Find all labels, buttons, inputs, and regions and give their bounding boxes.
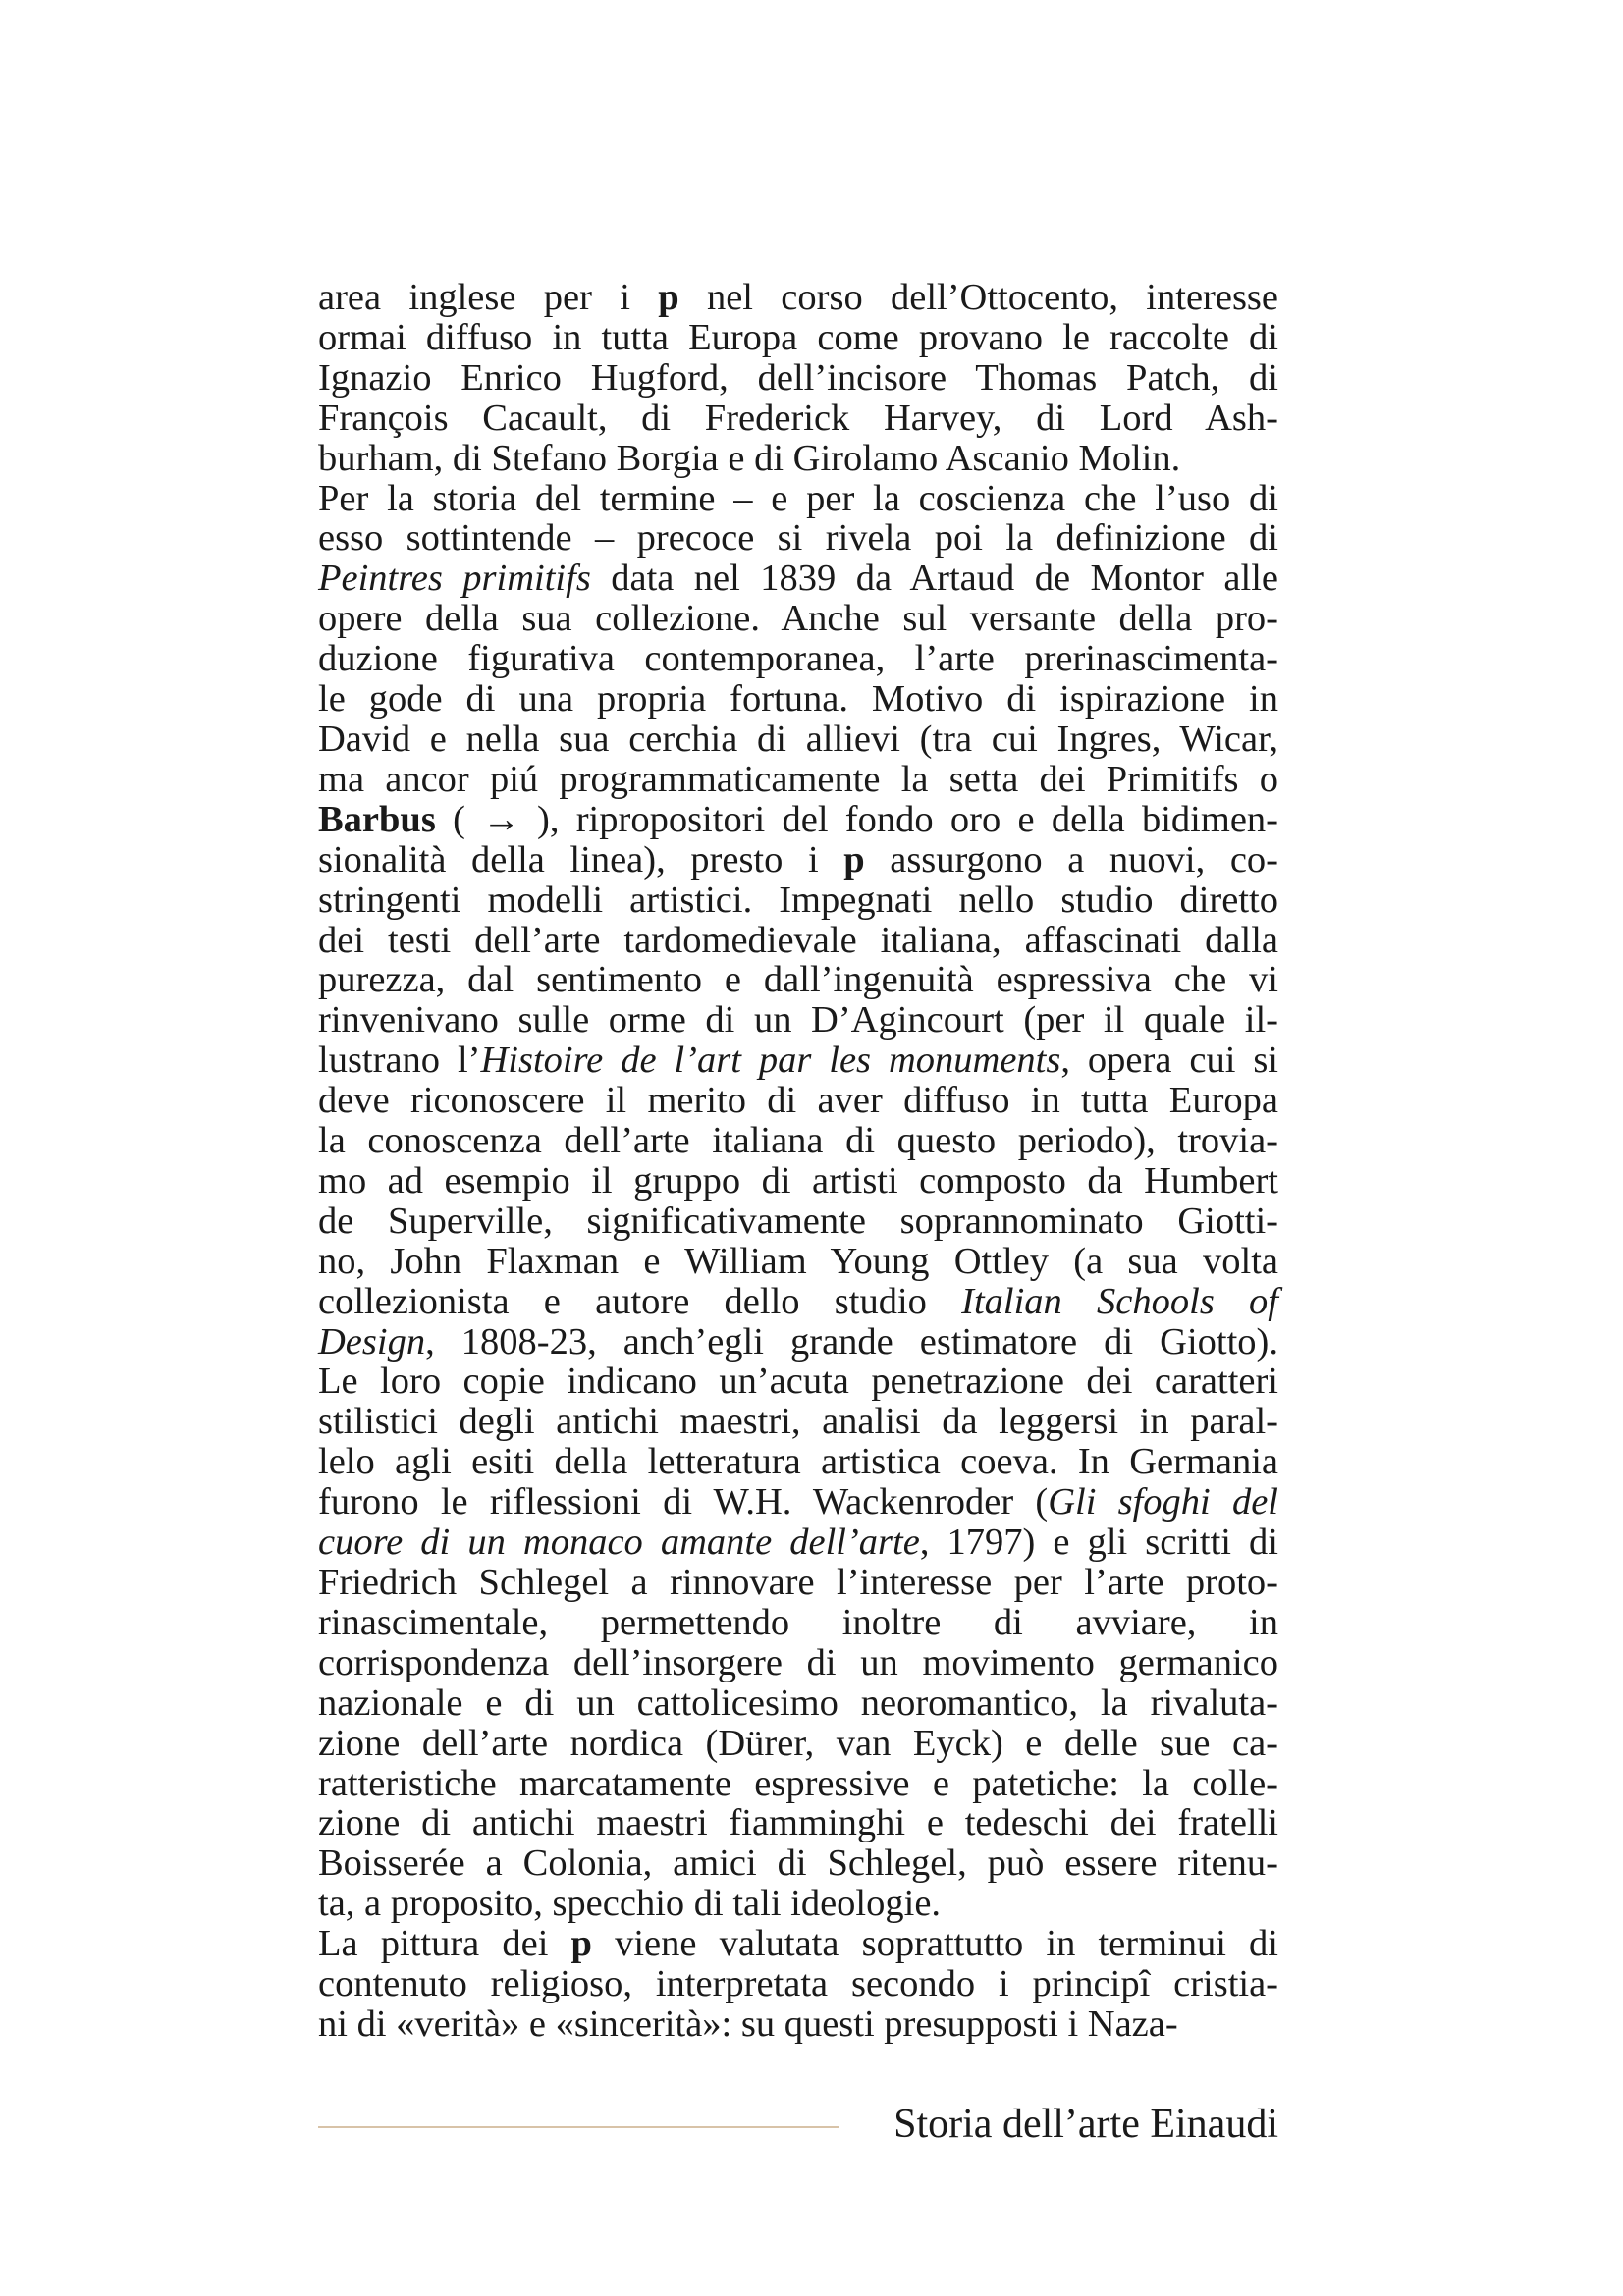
text-line [318,278,1278,318]
text-line [318,1522,1278,1563]
italic-title: Peintres primitifs [318,558,591,600]
italic-title: Design [318,1320,426,1362]
text-run: Ignazio Enrico Hugford, dell’incisore Thomas Patch, di [318,356,1278,399]
text-line [318,1563,1278,1603]
text-run: data nel 1839 da Artaud de Montor alle [590,558,1278,600]
text-run: ta, a proposito, specchio di tali ideologie. [318,1883,942,1925]
bold-term: p [843,838,865,881]
bold-term: p [658,277,679,318]
bold-term: p [570,1923,592,1965]
text-run: Boisserée a Colonia, amici di Schlegel, può essere ritenu- [318,1842,1278,1885]
text-run: corrispondenza dell’insorgere di un movimento germanico [318,1641,1278,1683]
text-line [318,479,1278,519]
text-line [318,1322,1278,1362]
text-line [318,1242,1278,1282]
text-run: contenuto religioso, interpretata secondo i principî cristia- [318,1963,1278,2005]
italic-title: Italian Schools of [961,1280,1278,1322]
text-run: David e nella sua cerchia di allievi (tra cui Ingres, Wicar, [318,718,1278,760]
text-line [318,1643,1278,1683]
italic-title: Histoire de l’art par les monuments [480,1040,1061,1082]
text-run: collezionista e autore dello studio [318,1280,962,1322]
text-line [318,760,1278,800]
text-run: deve riconoscere il merito di aver diffuso in tutta Europa [318,1080,1278,1122]
text-line [318,1683,1278,1724]
text-run: , 1797) e gli scritti di [919,1522,1278,1564]
text-run: le gode di una propria fortuna. Motivo di ispirazione in [318,678,1278,721]
text-run: lustrano l’ [318,1040,481,1082]
text-line [318,1201,1278,1242]
text-line [318,921,1278,961]
text-run: esso sottintende – precoce si rivela poi la definizione di [318,517,1278,560]
text-line [318,1282,1278,1322]
text-line [318,518,1278,559]
text-line [318,881,1278,921]
text-line [318,318,1278,358]
text-line [318,1000,1278,1041]
text-run: dei testi dell’arte tardomedievale italiana, affascinati dalla [318,919,1278,961]
text-line [318,840,1278,881]
text-run: de Superville, significativamente soprannominato Giotti- [318,1200,1278,1242]
text-line [318,1603,1278,1643]
text-line [318,720,1278,760]
text-run: stringenti modelli artistici. Impegnati nello studio diretto [318,879,1278,921]
text-line [318,1081,1278,1121]
text-run: area inglese per i [318,277,659,318]
text-run: ratteristiche marcatamente espressive e patetiche: la colle- [318,1762,1278,1804]
text-run: Per la storia del termine – e per la coscienza che l’uso di [318,477,1278,519]
text-line [318,599,1278,639]
text-run: ma ancor piú programmaticamente la setta dei Primitifs o [318,758,1278,800]
text-line [318,1402,1278,1442]
bold-term: Barbus [318,798,436,840]
text-run: stilistici degli antichi maestri, analisi da leggersi in paral- [318,1401,1278,1443]
text-run: , opera cui si [1060,1040,1278,1082]
italic-title: cuore di un monaco amante dell’arte [318,1522,920,1564]
text-run: rinascimentale, permettendo inoltre di avviare, in [318,1601,1278,1643]
text-run: zione dell’arte nordica (Dürer, van Eyck) e delle sue ca- [318,1722,1278,1764]
text-run: no, John Flaxman e William Young Ottley (a sua volta [318,1240,1278,1282]
text-run: mo ad esempio il gruppo di artisti composto da Humbert [318,1159,1278,1201]
text-run: lelo agli esiti della letteratura artistica coeva. In Germania [318,1441,1278,1483]
text-line [318,1964,1278,2004]
text-run: viene valutata soprattutto in terminui di [591,1923,1279,1965]
text-run: zione di antichi maestri fiamminghi e tedeschi dei fratelli [318,1802,1278,1844]
text-run: Le loro copie indicano un’acuta penetrazione dei caratteri [318,1361,1278,1403]
text-line [318,2004,1278,2045]
text-run: François Cacault, di Frederick Harvey, di Lord Ash- [318,397,1278,439]
text-run: nel corso dell’Ottocento, interesse [678,277,1278,318]
text-line [318,559,1278,599]
text-run: assurgono a nuovi, co- [864,838,1278,881]
text-run: opere della sua collezione. Anche sul versante della pro- [318,598,1278,640]
footer-rule [318,2126,839,2128]
text-run: burham, di Stefano Borgia e di Girolamo Ascanio Molin. [318,437,1181,479]
text-line [318,1843,1278,1884]
text-line [318,1764,1278,1804]
text-line [318,1884,1278,1924]
text-line [318,800,1278,840]
text-run: ormai diffuso in tutta Europa come provano le raccolte di [318,316,1278,358]
text-run: duzione figurativa contemporanea, l’arte prerinascimenta- [318,638,1278,680]
text-run: ni di «verità» e «sincerità»: su questi presupposti i Naza- [318,2002,1178,2045]
text-line [318,1803,1278,1843]
text-run: purezza, dal sentimento e dall’ingenuità espressiva che vi [318,959,1278,1001]
text-line [318,639,1278,679]
italic-title: Gli sfoghi del [1048,1481,1278,1523]
text-line [318,1161,1278,1201]
text-line [318,1442,1278,1482]
text-run: , 1808-23, anch’egli grande estimatore di Giotto). [425,1320,1278,1362]
text-run: ( → ), ripropositori del fondo oro e della bidimen- [435,798,1278,840]
text-run: Friedrich Schlegel a rinnovare l’interesse per l’arte proto- [318,1562,1278,1603]
text-line [318,399,1278,439]
text-run: sionalità della linea), presto i [318,838,844,881]
text-run: nazionale e di un cattolicesimo neoromantico, la rivaluta- [318,1682,1278,1724]
text-line [318,439,1278,479]
text-run: la conoscenza dell’arte italiana di questo periodo), trovia- [318,1120,1278,1162]
text-run: La pittura dei [318,1923,571,1965]
text-line [318,1362,1278,1402]
text-run: rinvenivano sulle orme di un D’Agincourt (per il quale il- [318,999,1278,1041]
footer-title: Storia dell’arte Einaudi [893,2102,1278,2147]
text-line [318,358,1278,399]
text-line [318,960,1278,1000]
text-line [318,1482,1278,1522]
text-line [318,1121,1278,1161]
text-run: furono le riflessioni di W.H. Wackenroder ( [318,1481,1049,1523]
text-line [318,679,1278,720]
text-line [318,1724,1278,1764]
text-line [318,1041,1278,1081]
body-text [318,278,1278,2045]
text-line [318,1924,1278,1964]
